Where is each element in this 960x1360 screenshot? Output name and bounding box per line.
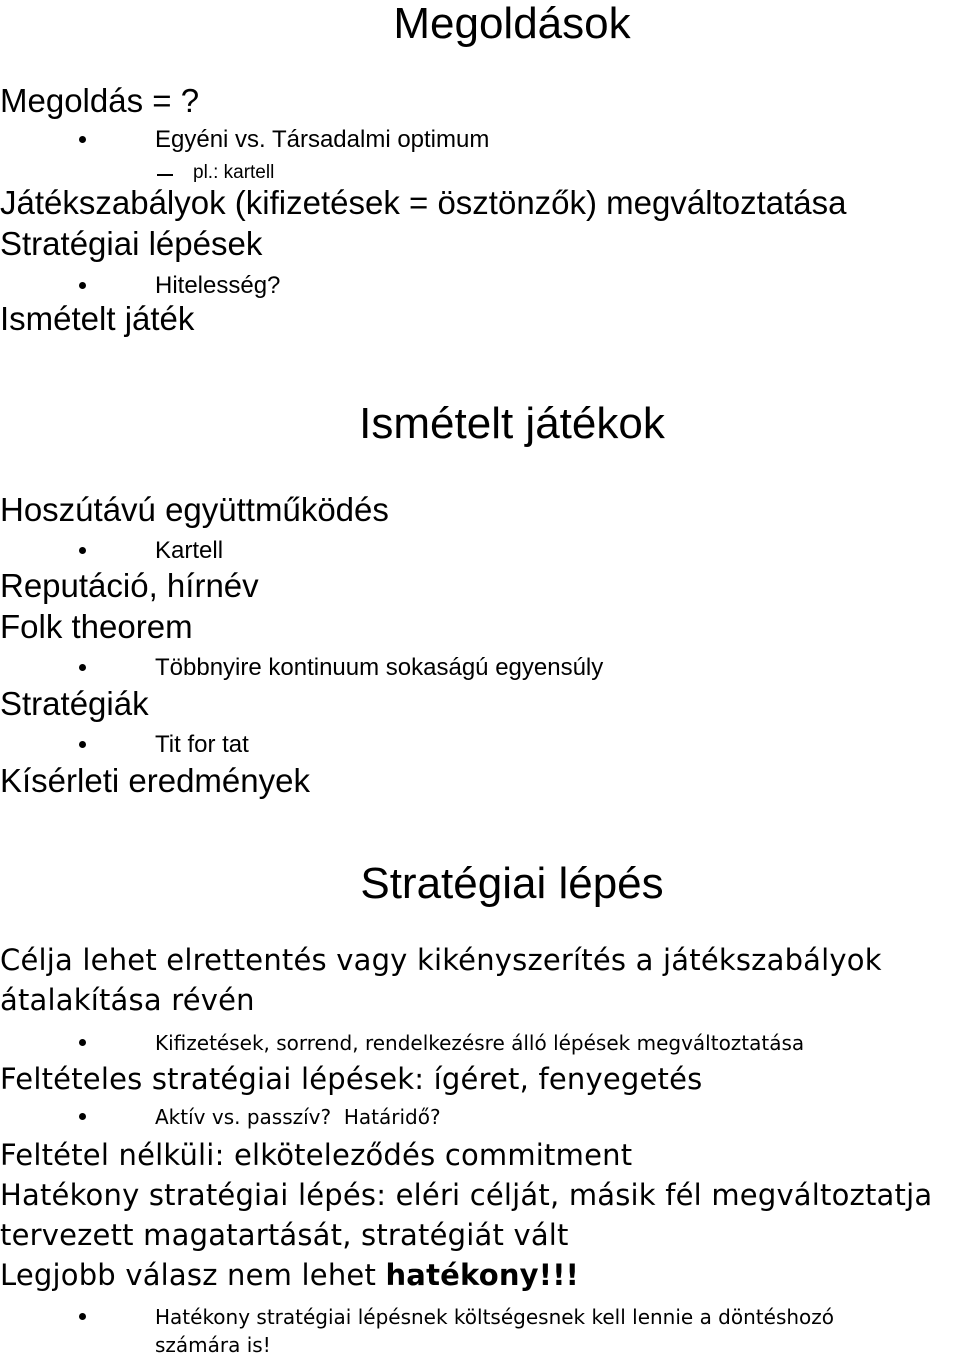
bullet-icon [79, 1313, 86, 1320]
paragraph-effective-line-2: tervezett magatartását, stratégiát vált [0, 1218, 569, 1252]
list-item: Hitelesség? [155, 272, 281, 299]
bullet-icon [79, 282, 86, 289]
bullet-icon [79, 547, 86, 554]
heading-rules: Játékszabályok (kifizetések = ösztönzők) megváltoztatása [0, 184, 847, 221]
bullet-icon [79, 741, 86, 748]
list-item: Egyéni vs. Társadalmi optimum [155, 126, 490, 153]
list-item: Tit for tat [155, 731, 249, 758]
heading-repeated-game: Ismételt játék [0, 300, 195, 337]
heading-strategic-moves: Stratégiai lépések [0, 225, 263, 262]
slide-title: Megoldások [393, 0, 631, 48]
bullet-icon [79, 1039, 86, 1046]
list-item-continuation: számára is! [155, 1333, 271, 1357]
paragraph-goal-line-2: átalakítása révén [0, 983, 255, 1017]
bullet-icon [79, 664, 86, 671]
bullet-icon [79, 136, 86, 143]
bullet-icon [79, 1113, 86, 1120]
heading-reputation: Reputáció, hírnév [0, 567, 259, 604]
list-item-sub: pl.: kartell [193, 162, 275, 183]
heading-conditional: Feltételes stratégiai lépések: ígéret, fenyegetés [0, 1062, 703, 1096]
list-item: Többnyire kontinuum sokaságú egyensúly [155, 654, 604, 681]
heading-experiments: Kísérleti eredmények [0, 762, 310, 799]
best-response-emphasis: hatékony!!! [385, 1258, 580, 1292]
list-item: Kartell [155, 537, 224, 564]
slide-title: Ismételt játékok [359, 399, 665, 448]
heading-unconditional: Feltétel nélküli: elköteleződés commitment [0, 1138, 633, 1172]
heading-best-response [0, 1256, 579, 1294]
list-item: Aktív vs. passzív? Határidő? [155, 1105, 441, 1129]
dash-icon [157, 174, 173, 176]
heading-strategies: Stratégiák [0, 685, 149, 722]
best-response-text: Legjobb válasz nem lehet [0, 1258, 386, 1292]
heading-solution: Megoldás = ? [0, 82, 200, 119]
paragraph-effective-line-1: Hatékony stratégiai lépés: eléri célját, másik fél megváltoztatja [0, 1178, 933, 1212]
slide-title: Stratégiai lépés [360, 859, 664, 908]
heading-folk-theorem: Folk theorem [0, 608, 193, 645]
paragraph-goal-line-1: Célja lehet elrettentés vagy kikényszerítés a játékszabályok [0, 943, 882, 977]
heading-cooperation: Hoszútávú együttműködés [0, 491, 389, 528]
list-item: Hatékony stratégiai lépésnek költségesnek kell lennie a döntéshozó [155, 1305, 835, 1329]
list-item: Kifizetések, sorrend, rendelkezésre álló lépések megváltoztatása [155, 1031, 805, 1055]
